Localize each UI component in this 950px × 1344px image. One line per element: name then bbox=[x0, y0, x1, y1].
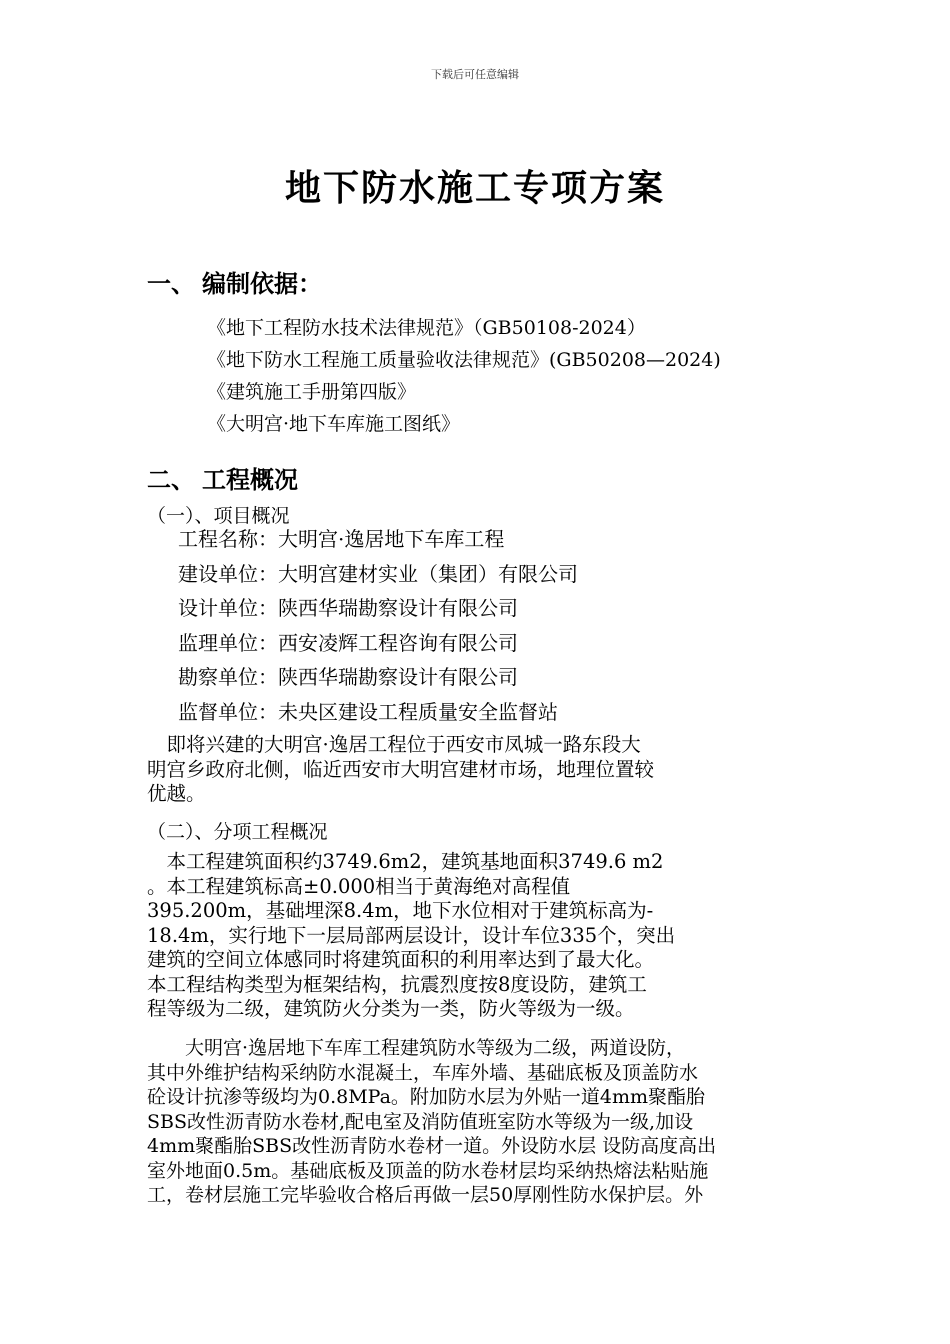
section-heading-basis bbox=[147, 264, 322, 299]
section-title: 工程概况 bbox=[202, 466, 298, 494]
text-line: 。本工程建筑标高±0.000相当于黄海绝对高程值 bbox=[147, 874, 571, 898]
reference-list bbox=[207, 312, 721, 440]
text-line: 明宫乡政府北侧，临近西安市大明宫建材市场，地理位置较 bbox=[147, 757, 655, 781]
section-number: 二、 bbox=[147, 466, 195, 494]
section-number: 一、 bbox=[147, 270, 195, 298]
project-info-item: 建设单位：大明宫建材实业（集团）有限公司 bbox=[178, 561, 578, 586]
project-info-item: 勘察单位：陕西华瑞勘察设计有限公司 bbox=[178, 665, 518, 689]
text-line: 大明宫·逸居地下车库工程建筑防水等级为二级，两道设防， bbox=[147, 1037, 686, 1059]
text-line: 4mm聚酯胎SBS改性沥青防水卷材一道。外设防水层 设防高度高出 bbox=[147, 1135, 717, 1157]
project-info-item: 工程名称：大明宫·逸居地下车库工程 bbox=[178, 527, 505, 551]
project-info-item: 监督单位：未央区建设工程质量安全监督站 bbox=[178, 699, 558, 724]
reference-item: 《建筑施工手册第四版》 bbox=[207, 381, 417, 403]
reference-item: 《大明宫·地下车库施工图纸》 bbox=[207, 413, 461, 435]
page-title: 地下防水施工专项方案 bbox=[284, 167, 665, 209]
project-info-item: 监理单位：西安凌辉工程咨询有限公司 bbox=[178, 630, 518, 655]
text-line: 建筑的空间立体感同时将建筑面积的利用率达到了最大化。 bbox=[147, 948, 655, 971]
text-line: 工，卷材层施工完毕验收合格后再做一层50厚刚性防水保护层。外 bbox=[147, 1184, 704, 1206]
text-line: 其中外维护结构采纳防水混凝土，车库外墙、基础底板及顶盖防水 bbox=[147, 1061, 699, 1084]
subsection-heading-project: （一）、项目概况 bbox=[147, 505, 290, 527]
section-title: 编制依据： bbox=[202, 270, 322, 298]
text-line: 优越。 bbox=[147, 782, 206, 805]
text-line: SBS改性沥青防水卷材,配电室及消防值班室防水等级为一级,加设 bbox=[147, 1110, 694, 1133]
text-line: 程等级为二级，建筑防火分类为一类，防火等级为一级。 bbox=[147, 997, 635, 1020]
subsection-heading-subproject: （二）、分项工程概况 bbox=[147, 821, 328, 843]
reference-item: 《地下防水工程施工质量验收法律规范》(GB50208—2024) bbox=[207, 349, 721, 371]
text-line: 本工程结构类型为框架结构，抗震烈度按8度设防，建筑工 bbox=[147, 972, 647, 996]
text-line: 砼设计抗渗等级均为0.8MPa。附加防水层为外贴一道4mm聚酯胎 bbox=[147, 1086, 706, 1108]
paragraph-building-overview bbox=[147, 850, 805, 1022]
header-note: 下载后可任意编辑 bbox=[431, 68, 519, 81]
text-line: 395.200m，基础埋深8.4m，地下水位相对于建筑标高为- bbox=[147, 899, 654, 922]
text-line: 18.4m，实行地下一层局部两层设计，设计车位335个，突出 bbox=[147, 923, 676, 947]
project-info-item: 设计单位：陕西华瑞勘察设计有限公司 bbox=[178, 596, 518, 620]
text-line: 本工程建筑面积约3749.6m2，建筑基地面积3749.6 m2 bbox=[147, 850, 664, 873]
project-info-list bbox=[178, 522, 578, 729]
reference-item: 《地下工程防水技术法律规范》（GB50108-2024） bbox=[207, 317, 646, 339]
text-line: 即将兴建的大明宫·逸居工程位于西安市凤城一路东段大 bbox=[147, 733, 641, 756]
section-heading-overview bbox=[147, 460, 298, 495]
text-line: 室外地面0.5m。基础底板及顶盖的防水卷材层均采纳热熔法粘贴施 bbox=[147, 1159, 709, 1182]
paragraph-waterproofing bbox=[147, 1036, 812, 1208]
paragraph-location bbox=[147, 733, 805, 807]
